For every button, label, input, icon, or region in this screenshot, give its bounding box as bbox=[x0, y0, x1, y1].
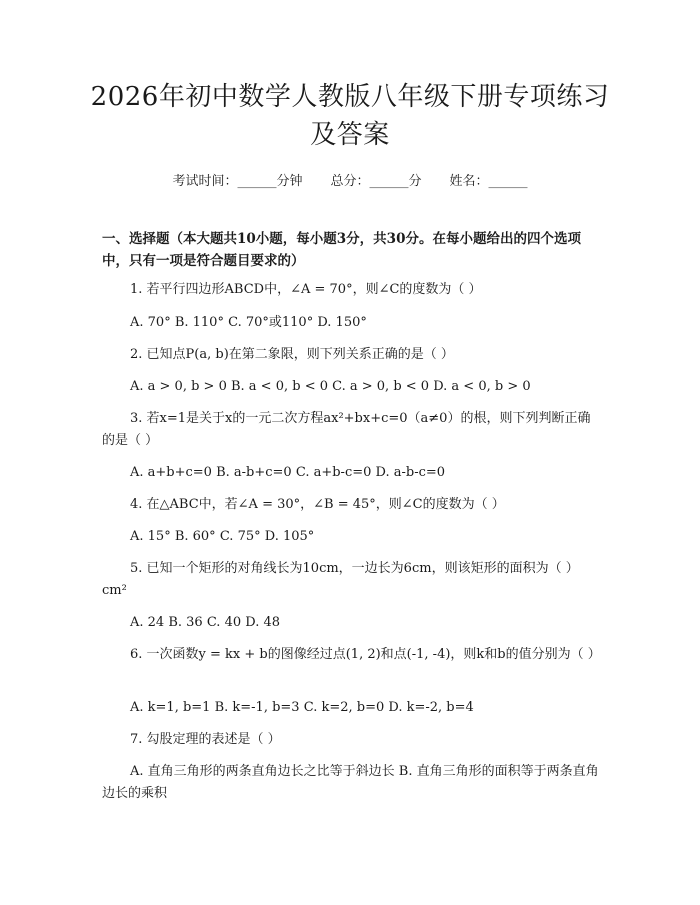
document-title bbox=[80, 78, 620, 154]
section-heading: 一、选择题（本大题共10小题，每小题3分，共30分。在每小题给出的四个选项中，只有一项是符合题目要求的） bbox=[102, 231, 581, 269]
exam-time-field: 考试时间：______分钟 bbox=[172, 174, 303, 189]
question-7-options: A. 直角三角形的两条直角边长之比等于斜边长 B. 直角三角形的面积等于两条直角边长的乘积 bbox=[102, 764, 599, 801]
question-1-options: A. 70° B. 110° C. 70°或110° D. 150° bbox=[130, 315, 367, 330]
question-7-stem: 7. 勾股定理的表述是（ ） bbox=[130, 732, 281, 747]
question-5-stem: 5. 已知一个矩形的对角线长为10cm，一边长为6cm，则该矩形的面积为（ ）cm² bbox=[102, 561, 579, 598]
question-4-stem: 4. 在△ABC中，若∠A = 30°，∠B = 45°，则∠C的度数为（ ） bbox=[130, 497, 505, 512]
question-6-options: A. k=1, b=1 B. k=-1, b=3 C. k=2, b=0 D. k=-2, b=4 bbox=[130, 700, 474, 715]
question-3-stem: 3. 若x=1是关于x的一元二次方程ax²+bx+c=0（a≠0）的根，则下列判断正确的是（ ） bbox=[102, 411, 591, 448]
title-line-1: 2026年初中数学人教版八年级下册专项练习 bbox=[90, 82, 610, 112]
question-1-stem: 1. 若平行四边形ABCD中，∠A = 70°，则∠C的度数为（ ） bbox=[130, 282, 482, 297]
question-2-options: A. a > 0, b > 0 B. a < 0, b < 0 C. a > 0, b < 0 D. a < 0, b > 0 bbox=[130, 379, 531, 394]
question-3-options: A. a+b+c=0 B. a-b+c=0 C. a+b-c=0 D. a-b-c=0 bbox=[130, 465, 446, 480]
title-line-2: 及答案 bbox=[310, 120, 390, 150]
question-4-options: A. 15° B. 60° C. 75° D. 105° bbox=[130, 529, 315, 544]
student-name-field: 姓名：______ bbox=[449, 174, 528, 189]
question-2-stem: 2. 已知点P(a, b)在第二象限，则下列关系正确的是（ ） bbox=[130, 347, 454, 362]
total-score-field: 总分：______分 bbox=[330, 174, 422, 189]
exam-info-line bbox=[0, 170, 700, 189]
question-5-options: A. 24 B. 36 C. 40 D. 48 bbox=[130, 615, 281, 630]
question-6-stem: 6. 一次函数y = kx + b的图像经过点(1, 2)和点(-1, -4)，则k和b的值分别为（ ） bbox=[130, 647, 601, 662]
